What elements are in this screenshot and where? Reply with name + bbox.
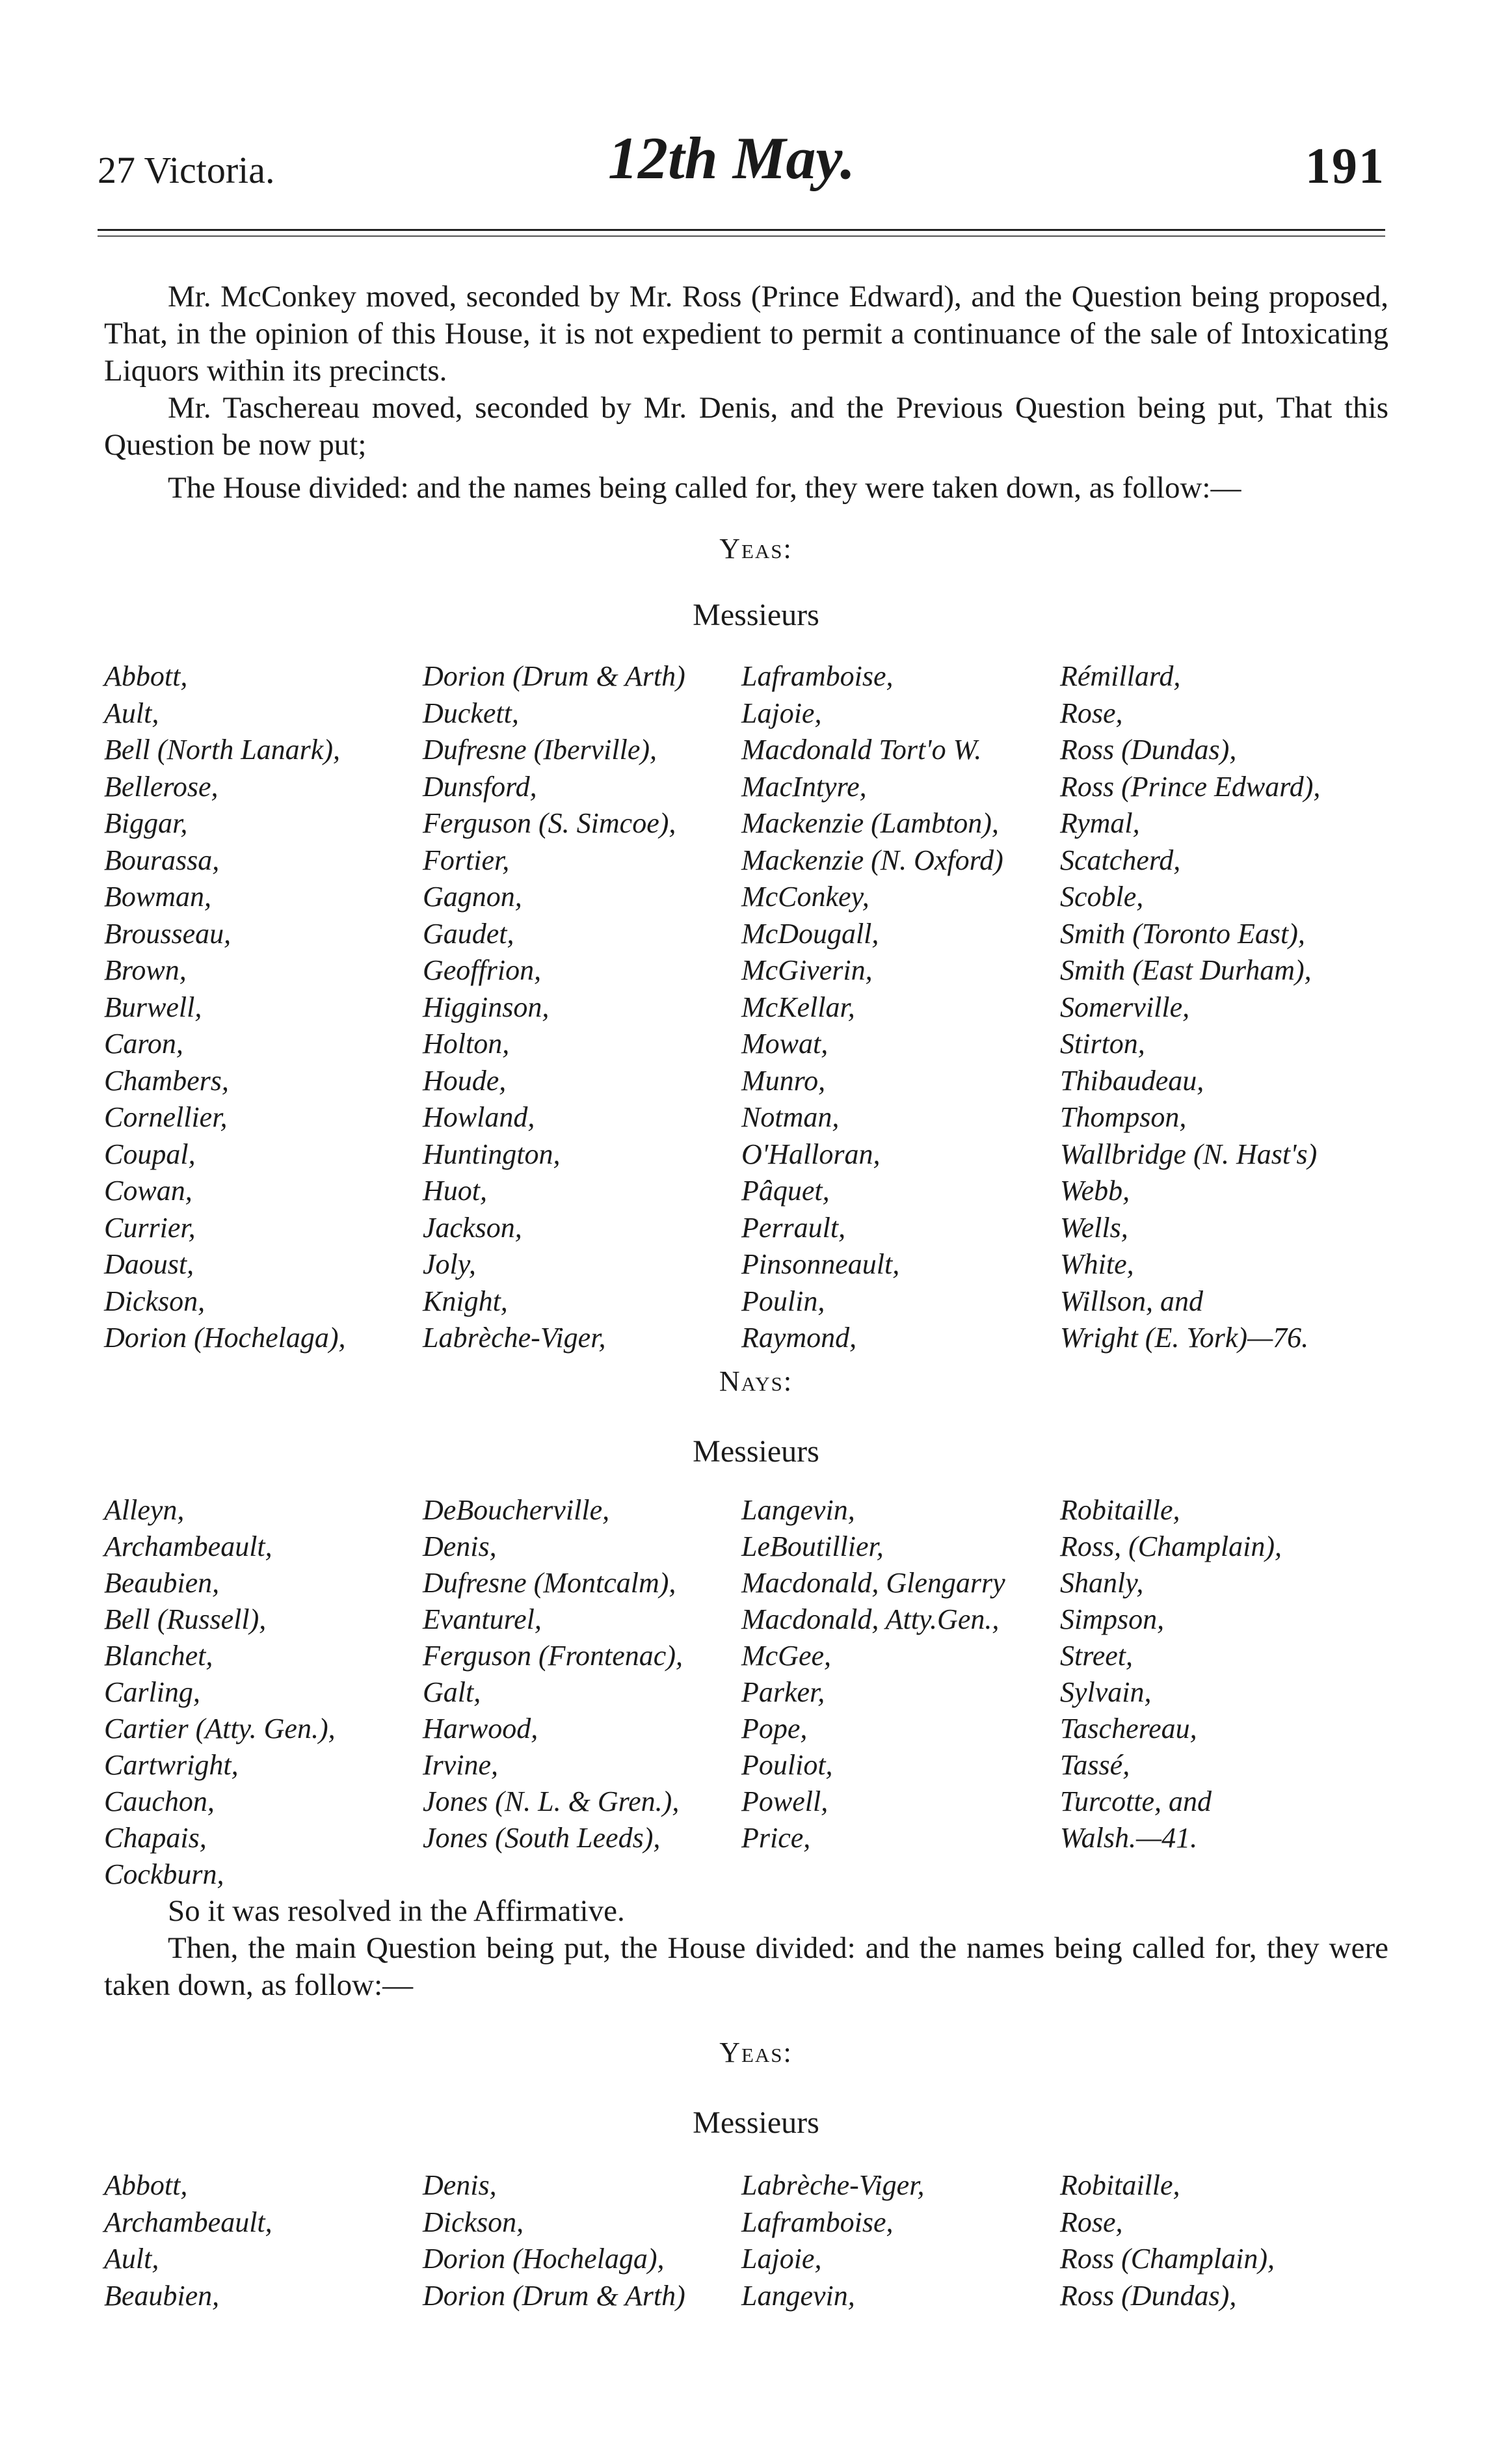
- member-name: Thibaudeau,: [1060, 1064, 1204, 1097]
- member-name: Knight,: [423, 1285, 508, 1317]
- nays-column-2: [423, 1492, 683, 1856]
- member-name: Archambeault,: [104, 2206, 272, 2238]
- member-name: Willson, and: [1060, 1285, 1204, 1317]
- member-name: Robitaille,: [1060, 2169, 1180, 2201]
- member-name: Shanly,: [1060, 1567, 1144, 1599]
- member-name: McDougall,: [741, 917, 879, 950]
- member-name: Rose,: [1060, 2206, 1123, 2238]
- nays-column-3: [741, 1492, 1005, 1856]
- member-name: Ross (Champlain),: [1060, 2243, 1275, 2275]
- nays-column-1: [104, 1492, 336, 1893]
- member-name: Pinsonneault,: [741, 1248, 900, 1280]
- member-name: Labrèche-Viger,: [423, 1322, 606, 1354]
- member-name: Beaubien,: [104, 1567, 220, 1599]
- previous-question-paragraph: Mr. Taschereau moved, seconded by Mr. Denis, and the Previous Question being put, That this Question be now put;: [104, 391, 1388, 462]
- member-name: Geoffrion,: [423, 954, 542, 986]
- member-name: Jackson,: [423, 1211, 522, 1244]
- member-name: Cauchon,: [104, 1785, 215, 1817]
- member-name: Rymal,: [1060, 807, 1140, 839]
- member-name: Coupal,: [104, 1138, 196, 1170]
- member-name: Ross (Prince Edward),: [1060, 770, 1321, 803]
- member-name: Jones (N. L. & Gren.),: [423, 1785, 680, 1817]
- member-name: Sylvain,: [1060, 1676, 1152, 1708]
- member-name: Bellerose,: [104, 770, 219, 803]
- member-name: Webb,: [1060, 1175, 1130, 1207]
- member-name: Ross (Dundas),: [1060, 2279, 1237, 2312]
- member-name: Dunsford,: [423, 770, 537, 803]
- member-name: Biggar,: [104, 807, 188, 839]
- member-name: Huntington,: [423, 1138, 561, 1170]
- member-name: Dufresne (Montcalm),: [423, 1567, 676, 1599]
- member-name: McConkey,: [741, 881, 869, 913]
- member-name: Notman,: [741, 1101, 840, 1133]
- member-name: MacIntyre,: [741, 770, 867, 803]
- member-name: Currier,: [104, 1211, 196, 1244]
- member-name: Pouliot,: [741, 1749, 833, 1781]
- yeas-column-2: [423, 658, 685, 1357]
- member-name: Scoble,: [1060, 881, 1144, 913]
- member-name: Cartwright,: [104, 1749, 239, 1781]
- member-name: Macdonald, Atty.Gen.,: [741, 1603, 1000, 1635]
- page-date: 12th May.: [608, 125, 855, 191]
- messieurs-label-second: Messieurs: [693, 2105, 819, 2140]
- member-name: Labrèche-Viger,: [741, 2169, 925, 2201]
- nays-list: [104, 1492, 1398, 1895]
- member-name: Pope,: [741, 1713, 808, 1744]
- member-name: Langevin,: [741, 1494, 855, 1526]
- member-name: McGee,: [741, 1640, 832, 1672]
- member-name: Munro,: [741, 1064, 826, 1097]
- member-name: Huot,: [423, 1175, 487, 1207]
- member-name: Cowan,: [104, 1175, 192, 1207]
- main-question-paragraph: Then, the main Question being put, the House divided: and the names being called for, they were taken down, as follow:—: [104, 1931, 1388, 2002]
- member-name: Bell (North Lanark),: [104, 734, 340, 766]
- member-name: Galt,: [423, 1676, 481, 1708]
- member-name: Ross (Dundas),: [1060, 734, 1237, 766]
- member-name: Scatcherd,: [1060, 844, 1181, 876]
- member-name: Dufresne (Iberville),: [423, 734, 657, 766]
- member-name: Chapais,: [104, 1822, 207, 1854]
- member-name: Wright (E. York)—76.: [1060, 1322, 1309, 1354]
- member-name: DeBoucherville,: [423, 1494, 610, 1526]
- member-name: Abbott,: [104, 2169, 188, 2201]
- member-name: Bell (Russell),: [104, 1603, 267, 1635]
- member-name: Ferguson (Frontenac),: [423, 1640, 683, 1672]
- member-name: Duckett,: [423, 697, 519, 729]
- member-name: Rémillard,: [1060, 660, 1181, 692]
- member-name: Raymond,: [741, 1322, 857, 1354]
- member-name: Wells,: [1060, 1211, 1128, 1244]
- member-name: Alleyn,: [104, 1494, 185, 1526]
- member-name: Smith (East Durham),: [1060, 954, 1312, 986]
- member-name: Bowman,: [104, 881, 211, 913]
- member-name: Powell,: [741, 1785, 829, 1817]
- member-name: Joly,: [423, 1248, 476, 1280]
- member-name: Cartier (Atty. Gen.),: [104, 1713, 336, 1744]
- member-name: Lajoie,: [741, 697, 822, 729]
- member-name: Tassé,: [1060, 1749, 1130, 1781]
- member-name: Gaudet,: [423, 917, 514, 950]
- member-name: Mackenzie (Lambton),: [741, 807, 999, 839]
- member-name: Lajoie,: [741, 2243, 822, 2275]
- page-header: [98, 124, 1385, 202]
- member-name: Evanturel,: [423, 1603, 542, 1635]
- member-name: Abbott,: [104, 660, 188, 692]
- yeas-column-3: [741, 658, 1003, 1357]
- member-name: Dorion (Hochelaga),: [104, 1322, 346, 1354]
- yeas2-column-2: [423, 2167, 685, 2314]
- member-name: Macdonald Tort'o W.: [741, 734, 982, 766]
- member-name: Gagnon,: [423, 881, 522, 913]
- yeas-column-4: [1060, 658, 1320, 1357]
- member-name: Denis,: [423, 1530, 497, 1562]
- member-name: Caron,: [104, 1028, 183, 1060]
- member-name: Burwell,: [104, 991, 202, 1023]
- member-name: Price,: [741, 1822, 811, 1854]
- member-name: Cockburn,: [104, 1858, 224, 1890]
- member-name: Brousseau,: [104, 917, 232, 950]
- member-name: Houde,: [423, 1064, 507, 1097]
- yeas2-column-4: [1060, 2167, 1275, 2314]
- member-name: Denis,: [423, 2169, 497, 2201]
- member-name: Stirton,: [1060, 1028, 1145, 1060]
- member-name: Ault,: [104, 697, 159, 729]
- member-name: Carling,: [104, 1676, 200, 1708]
- member-name: McGiverin,: [741, 954, 873, 986]
- member-name: Thompson,: [1060, 1101, 1187, 1133]
- member-name: Chambers,: [104, 1064, 229, 1097]
- member-name: Laframboise,: [741, 660, 894, 692]
- member-name: Somerville,: [1060, 991, 1190, 1023]
- member-name: Ault,: [104, 2243, 159, 2275]
- member-name: Poulin,: [741, 1285, 825, 1317]
- nays-heading: Nays:: [719, 1365, 793, 1397]
- yeas2-column-3: [741, 2167, 924, 2314]
- yeas-heading-second: Yeas:: [719, 2037, 793, 2068]
- member-name: Howland,: [423, 1101, 535, 1133]
- member-name: Fortier,: [423, 844, 510, 876]
- member-name: Dorion (Drum & Arth): [423, 2279, 685, 2312]
- member-name: Taschereau,: [1060, 1713, 1197, 1744]
- yeas-column-1: [104, 658, 346, 1357]
- member-name: Dorion (Drum & Arth): [423, 660, 685, 692]
- member-name: Mackenzie (N. Oxford): [741, 844, 1003, 876]
- member-name: Turcotte, and: [1060, 1785, 1212, 1817]
- division-paragraph: The House divided: and the names being called for, they were taken down, as follow:—: [168, 471, 1241, 505]
- nays-column-4: [1060, 1492, 1282, 1856]
- member-name: Wallbridge (N. Hast's): [1060, 1138, 1318, 1170]
- member-name: White,: [1060, 1248, 1134, 1280]
- messieurs-label: Messieurs: [693, 1434, 819, 1469]
- member-name: Mowat,: [741, 1028, 829, 1060]
- member-name: Irvine,: [423, 1749, 499, 1781]
- member-name: Walsh.—41.: [1060, 1822, 1198, 1854]
- member-name: Jones (South Leeds),: [423, 1822, 661, 1854]
- member-name: Archambeault,: [104, 1530, 272, 1562]
- member-name: Smith (Toronto East),: [1060, 917, 1305, 950]
- member-name: Beaubien,: [104, 2279, 220, 2312]
- member-name: Dorion (Hochelaga),: [423, 2243, 665, 2275]
- yeas2-column-1: [104, 2167, 272, 2314]
- member-name: Higginson,: [423, 991, 550, 1023]
- member-name: Cornellier,: [104, 1101, 228, 1133]
- member-name: LeBoutillier,: [741, 1530, 884, 1562]
- messieurs-label: Messieurs: [693, 598, 819, 632]
- session-label: 27 Victoria.: [98, 149, 275, 191]
- yeas-list-second: [104, 2167, 1398, 2323]
- member-name: Brown,: [104, 954, 187, 986]
- member-name: Langevin,: [741, 2279, 855, 2312]
- member-name: Dickson,: [104, 1285, 206, 1317]
- member-name: McKellar,: [741, 991, 855, 1023]
- page-number: 191: [1305, 137, 1385, 194]
- member-name: Daoust,: [104, 1248, 194, 1280]
- yeas-heading: Yeas:: [719, 533, 793, 565]
- member-name: Pâquet,: [741, 1175, 830, 1207]
- member-name: Ross, (Champlain),: [1060, 1530, 1282, 1562]
- member-name: Harwood,: [423, 1713, 538, 1744]
- member-name: Laframboise,: [741, 2206, 894, 2238]
- motion-paragraph: Mr. McConkey moved, seconded by Mr. Ross (Prince Edward), and the Question being proposed, That, in the opinion of this House, it is not expedient to permit a continuance of the sale of Intoxicating Liquors within its precincts.: [104, 280, 1388, 388]
- member-name: Bourassa,: [104, 844, 220, 876]
- yeas-list: [104, 658, 1398, 1361]
- header-rule: [98, 229, 1385, 231]
- member-name: Blanchet,: [104, 1640, 213, 1672]
- member-name: Ferguson (S. Simcoe),: [423, 807, 676, 839]
- member-name: Rose,: [1060, 697, 1123, 729]
- member-name: Holton,: [423, 1028, 510, 1060]
- member-name: Macdonald, Glengarry: [741, 1567, 1005, 1599]
- member-name: Street,: [1060, 1640, 1133, 1672]
- member-name: Simpson,: [1060, 1603, 1165, 1635]
- header-rule-secondary: [98, 235, 1385, 237]
- resolution-paragraph: So it was resolved in the Affirmative.: [168, 1894, 625, 1928]
- member-name: Robitaille,: [1060, 1494, 1180, 1526]
- member-name: Dickson,: [423, 2206, 524, 2238]
- member-name: O'Halloran,: [741, 1138, 881, 1170]
- member-name: Perrault,: [741, 1211, 846, 1244]
- member-name: Parker,: [741, 1676, 825, 1708]
